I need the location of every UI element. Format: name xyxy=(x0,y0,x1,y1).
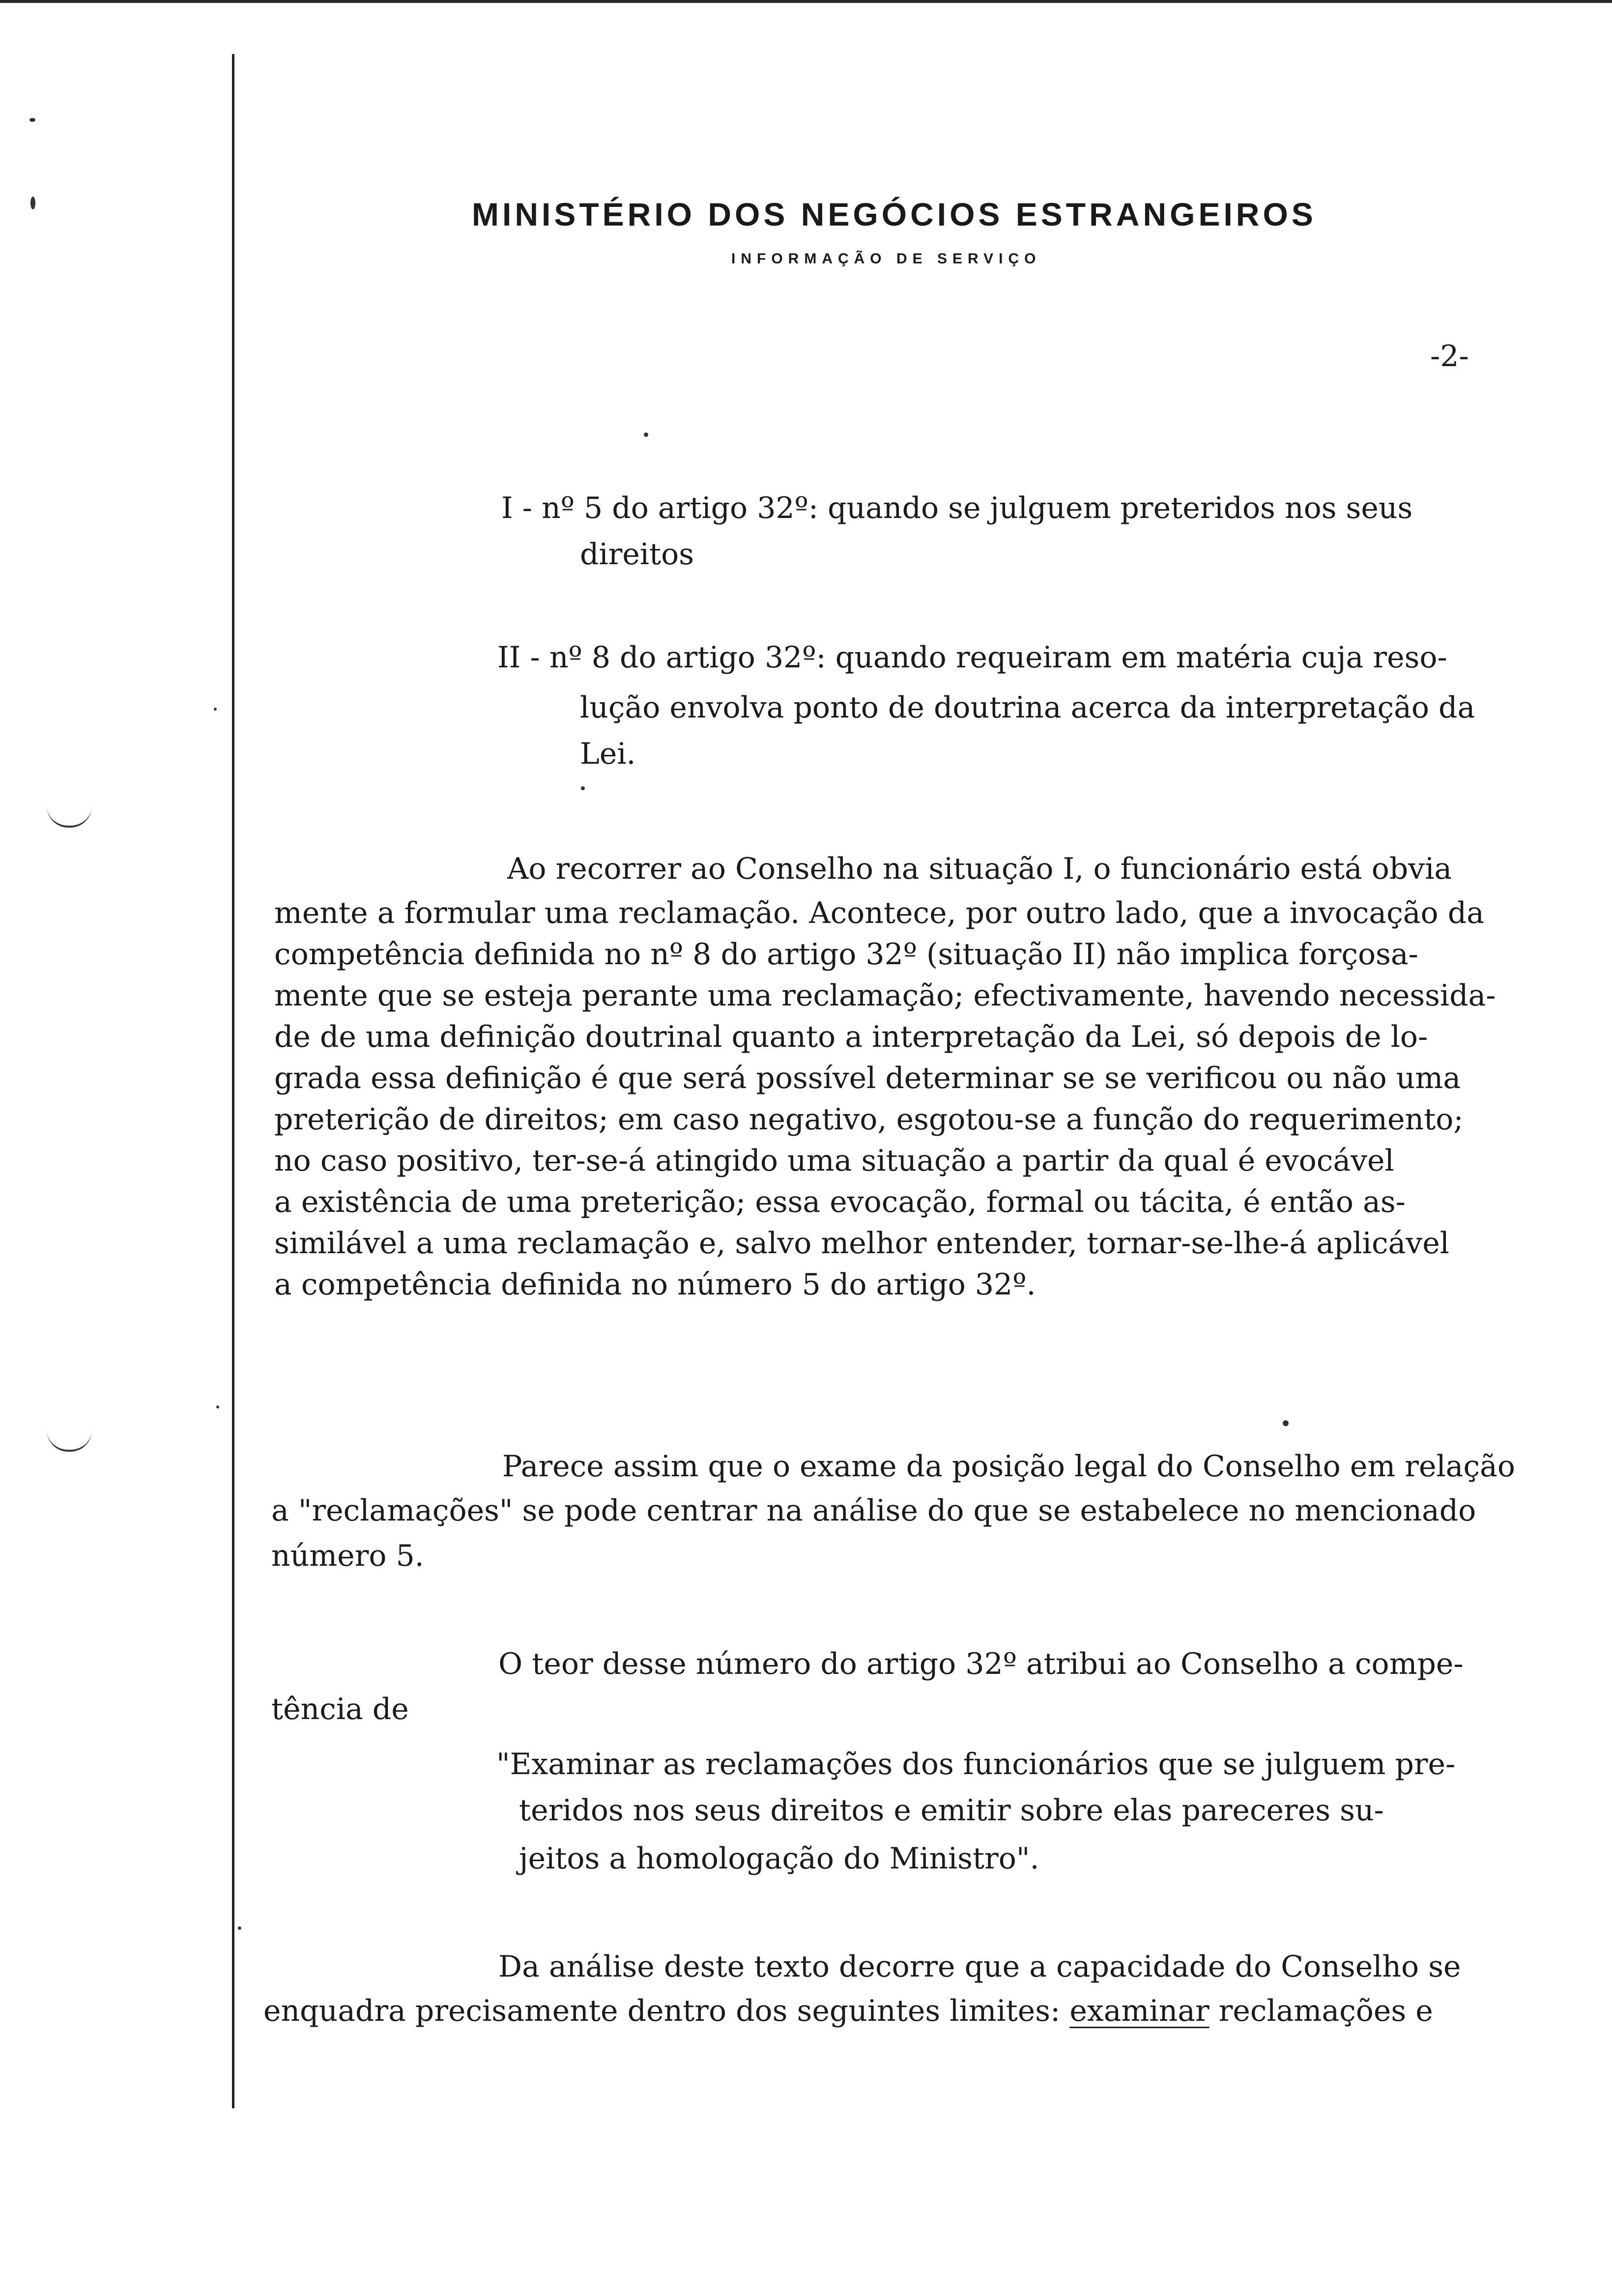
paragraph-line: preterição de direitos; em caso negativo, esgotou-se a função do requerimento; xyxy=(274,1102,1464,1137)
paragraph-line: de de uma definição doutrinal quanto a interpretação da Lei, só depois de lo- xyxy=(274,1020,1428,1054)
quote-line: jeitos a homologação do Ministro". xyxy=(519,1841,1039,1876)
scan-speck xyxy=(216,1406,219,1408)
scan-speck xyxy=(30,197,35,209)
item-ii-line: lução envolva ponto de doutrina acerca da interpretação da xyxy=(580,690,1475,725)
paragraph-line: no caso positivo, ter-se-á atingido uma situação a partir da qual é evocável xyxy=(274,1144,1394,1178)
item-i-line: direitos xyxy=(580,537,694,572)
quote-line: teridos nos seus direitos e emitir sobre elas pareceres su- xyxy=(519,1793,1384,1828)
paragraph-line: mente a formular uma reclamação. Acontece, por outro lado, que a invocação da xyxy=(274,896,1484,930)
item-i-line: I - nº 5 do artigo 32º: quando se julguem preteridos nos seus xyxy=(501,491,1413,525)
text-segment: reclamações e xyxy=(1209,1994,1433,2028)
underlined-term: examinar xyxy=(1069,1994,1209,2028)
paragraph-line: grada essa definição é que será possível determinar se se verificou ou não uma xyxy=(274,1061,1461,1095)
scan-speck xyxy=(29,118,35,122)
scan-speck xyxy=(644,432,648,437)
paragraph-line: competência definida no nº 8 do artigo 32º (situação II) não implica forçosa- xyxy=(274,937,1418,972)
paragraph-line: a existência de uma preterição; essa evocação, formal ou tácita, é então as- xyxy=(274,1185,1406,1219)
scan-speck xyxy=(214,708,217,711)
paragraph-line: Ao recorrer ao Conselho na situação I, o funcionário está obvia xyxy=(507,852,1452,886)
paragraph-line xyxy=(263,1996,1433,2026)
item-ii-line: Lei. xyxy=(580,737,636,771)
quote-line: "Examinar as reclamações dos funcionários que se julguem pre- xyxy=(496,1747,1456,1781)
margin-punch-mark xyxy=(47,806,92,828)
scan-speck xyxy=(238,1926,241,1930)
scan-speck xyxy=(1283,1420,1289,1426)
paragraph-line: Da análise deste texto decorre que a capacidade do Conselho se xyxy=(498,1950,1461,1984)
margin-punch-mark xyxy=(47,1430,92,1452)
paragraph-line: número 5. xyxy=(271,1539,424,1573)
paragraph-line: a "reclamações" se pode centrar na análise do que se estabelece no mencionado xyxy=(271,1493,1476,1528)
left-margin-line xyxy=(232,54,234,2108)
item-ii-line: II - nº 8 do artigo 32º: quando requeiram em matéria cuja reso- xyxy=(497,640,1447,675)
ministry-title: MINISTÉRIO DOS NEGÓCIOS ESTRANGEIROS xyxy=(472,196,1317,232)
text-segment: enquadra precisamente dentro dos seguintes limites: xyxy=(263,1994,1070,2028)
document-type-subtitle: INFORMAÇÃO DE SERVIÇO xyxy=(731,251,1041,267)
paragraph-line: Parece assim que o exame da posição legal do Conselho em relação xyxy=(502,1449,1515,1484)
page-number: -2- xyxy=(1430,339,1469,373)
paragraph-line: similável a uma reclamação e, salvo melhor entender, tornar-se-lhe-á aplicável xyxy=(274,1226,1449,1261)
scan-speck xyxy=(581,786,585,790)
paragraph-line: mente que se esteja perante uma reclamação; efectivamente, havendo necessida- xyxy=(274,978,1496,1013)
paragraph-line: a competência definida no número 5 do artigo 32º. xyxy=(274,1267,1036,1302)
paragraph-line: O teor desse número do artigo 32º atribui ao Conselho a compe- xyxy=(498,1647,1464,1681)
top-border-line xyxy=(0,0,1612,3)
paragraph-line: tência de xyxy=(271,1692,409,1726)
